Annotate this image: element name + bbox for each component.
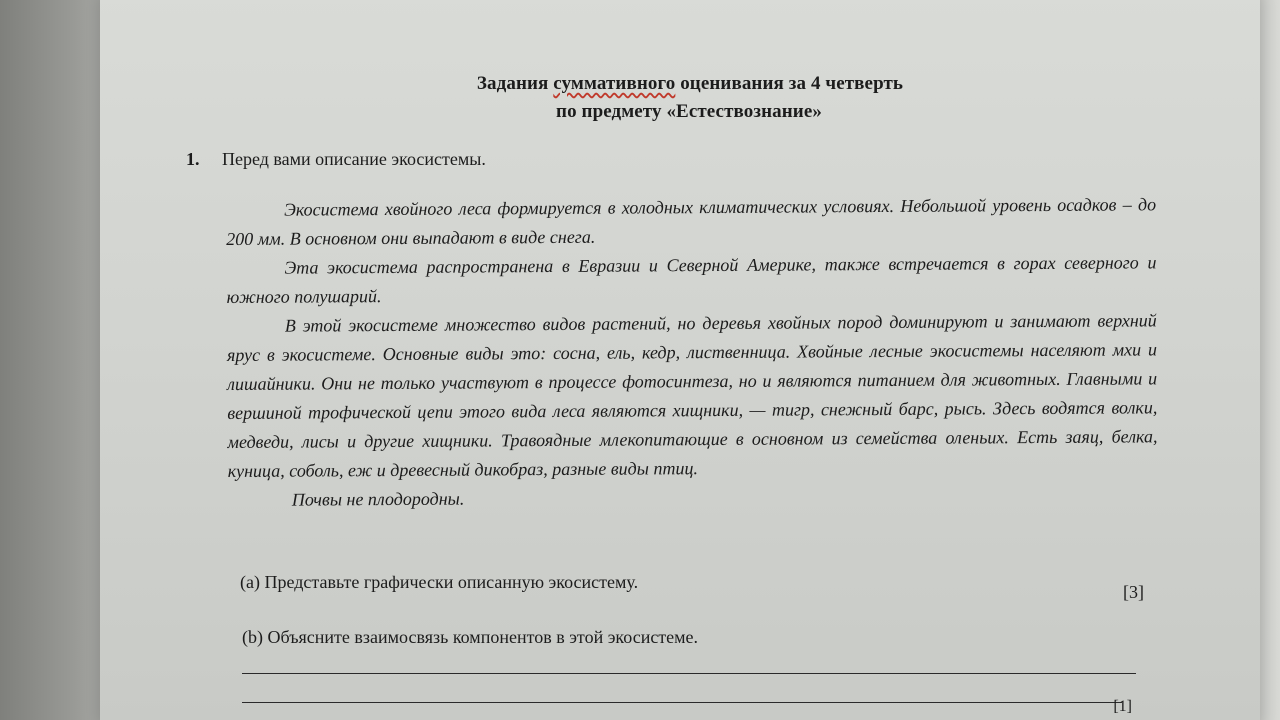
- paragraph-species: В этой экосистеме множество видов растений, но деревья хвойных пород доминируют и занимают верхний ярус в экосистеме. Основные виды это: сосна, ель, кедр, лиственница. Хвойные лесные экосистемы населяют мхи и лишайники. Они не только участвуют в процессе фотосинтеза, но и являются питанием для животных. Главными и вершиной трофической цепи этого вида леса являются хищники, — тигр, снежный барс, рысь. Здесь водятся волки, медведи, лисы и другие хищники. Травоядные млекопитающие в основном из семейства оленьих. Есть заяц, белка, куница, соболь, еж и древесный дикобраз, разные виды птиц.: [226, 310, 1158, 481]
- task-heading: [186, 149, 486, 170]
- document-title: Задания суммативного оценивания за 4 четверть: [476, 73, 904, 94]
- task-number: 1.: [186, 149, 200, 169]
- paragraph-climate: Экосистема хвойного леса формируется в холодных климатических условиях. Небольшой уровень осадков – до 200 мм. В основном они выпадают в виде снега.: [226, 194, 1157, 249]
- ecosystem-description: [226, 190, 1158, 515]
- paragraph-soil: Почвы не плодородны.: [291, 488, 465, 510]
- mark-a: [3]: [1123, 582, 1144, 602]
- answer-line: [242, 702, 1122, 703]
- spellcheck-underlined-word: суммативного: [553, 73, 676, 94]
- question-a: (a) Представьте графически описанную экосистему.: [240, 572, 639, 592]
- answer-line: [242, 673, 1136, 674]
- document-subtitle: по предмету «Естествознание»: [556, 101, 822, 122]
- paragraph-distribution: Эта экосистема распространена в Евразии и Северной Америке, также встречается в горах северного и южного полушарий.: [226, 252, 1157, 307]
- question-b: (b) Объясните взаимосвязь компонентов в этой экосистеме.: [242, 627, 699, 647]
- mark-b: [1]: [1113, 698, 1132, 715]
- document-page: [100, 0, 1260, 720]
- task-text: Перед вами описание экосистемы.: [222, 149, 486, 169]
